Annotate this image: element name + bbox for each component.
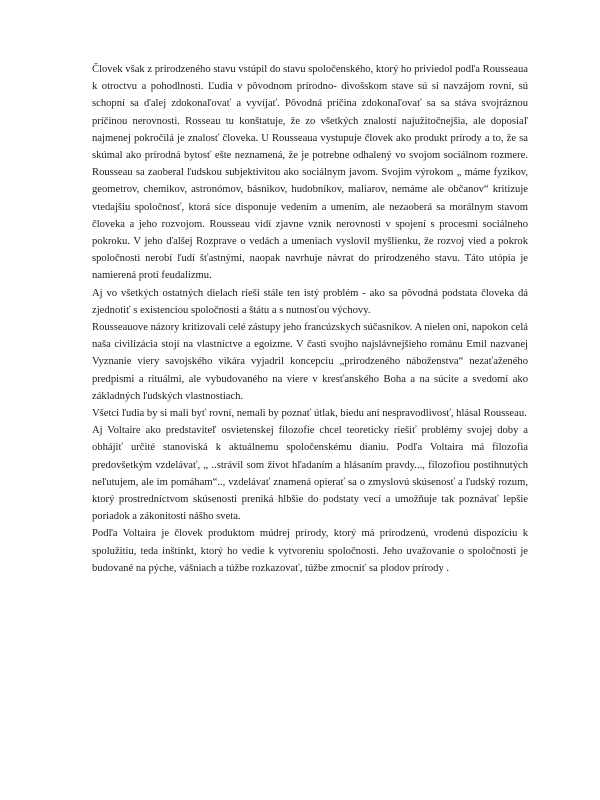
paragraph-4: Všetci ľudia by si mali byť rovní, nemali by poznať útlak, biedu ani nespravodlivosť, hlásal Rousseau. <box>92 408 527 420</box>
paragraph-2: Aj vo všetkých ostatných dielach rieši stále ten istý problém - ako sa pôvodná podstata človeka dá zjednotiť s existenciou spoločnosti a štátu a s nutnosťou výchovy. <box>92 287 528 316</box>
paragraph-1: Človek však z prirodzeného stavu vstúpil do stavu spoločenského, ktorý ho priviedol podľa Rousseaua k otroctvu a pohodlnosti. Ľudia v pôvodnom prírodno- divošskom stave sú si navzájom rovní, sú schopní sa ďalej zdokonaľovať a vyvíjať. Pôvodná príčina zdokonaľovať sa sa stáva svojráznou príčinou nerovnosti. Rosseau tu konštatuje, že zo všetkých znalostí najužitočnejšia, ale doposiaľ najmenej pokročilá je znalosť človeka. U Rousseaua vystupuje človek ako produkt prírody a to, že sa skúmal ako prírodná bytosť ešte neznamená, že je potrebne odhalený vo svojom sociálnom rozmere. Rousseau sa zaoberal ľudskou subjektivitou ako sociálnym javom. Svojim výrokom „ máme fyzikov, geometrov, chemikov, astronómov, básnikov, hudobníkov, maliarov, nemáme ale občanov“ kritizuje vtedajšiu spoločnosť, ktorá síce disponuje vedením a umením, ale nezaoberá sa morálnym stavom človeka a jeho rozvojom. Rousseau vidí zjavne vznik nerovnosti v spojení s procesmi sociálneho pokroku. V jeho ďalšej Rozprave o vedách a umeniach vyslovil myšlienku, že rozvoj vied a pokrok spoločnosti nerobí ľudí šťastnými, naopak navrhuje návrat do prirodzeného stavu. Táto utópia je namierená proti feudalizmu. <box>92 64 528 282</box>
paragraph-6: Podľa Voltaira je človek produktom múdrej prírody, ktorý má prirodzenú, vrodenú dispozíciu k spolužitiu, teda inštinkt, ktorý ho vedie k vytvoreniu spoločnosti. Jeho uvažovanie o spoločnosti je budované na pýche, vášniach a túžbe rozkazovať, túžbe zmocniť sa plodov prírody . <box>92 528 528 574</box>
document-body <box>92 61 528 577</box>
paragraph-3: Rousseauove názory kritizovali celé zástupy jeho francúzskych súčasníkov. A nielen oni, napokon celá naša civilizácia stojí na vlastníctve a egoizme. V časti svojho najslávnejšieho románu Emil nazvanej Vyznanie viery savojského vikára vyjadril koncepciu „prirodzeného náboženstva“ nezaťaženého predpismi a rituálmi, ale vybudovaného na viere v kresťanského Boha a na súcite a svedomí ako základných ľudských vlastnostiach. <box>92 322 528 402</box>
paragraph-5: Aj Voltaire ako predstaviteľ osvietenskej filozofie chcel teoreticky riešiť problémy svojej doby a obhájiť určité stanoviská k aktuálnemu spoločenskému dianiu. Podľa Voltaira má filozofia predovšetkým vzdelávať, „ ..strávil som život hľadaním a hlásaním pravdy..., filozofiou postihnutých neľutujem, ale im pomáham“.., vzdelávať znamená opierať sa o zmyslovú skúsenosť a ľudský rozum, ktorý prostredníctvom skúsenosti preniká hlbšie do podstaty vecí a umožňuje tak poznávať lepšie poriadok a zákonitosti nášho sveta. <box>92 425 528 523</box>
